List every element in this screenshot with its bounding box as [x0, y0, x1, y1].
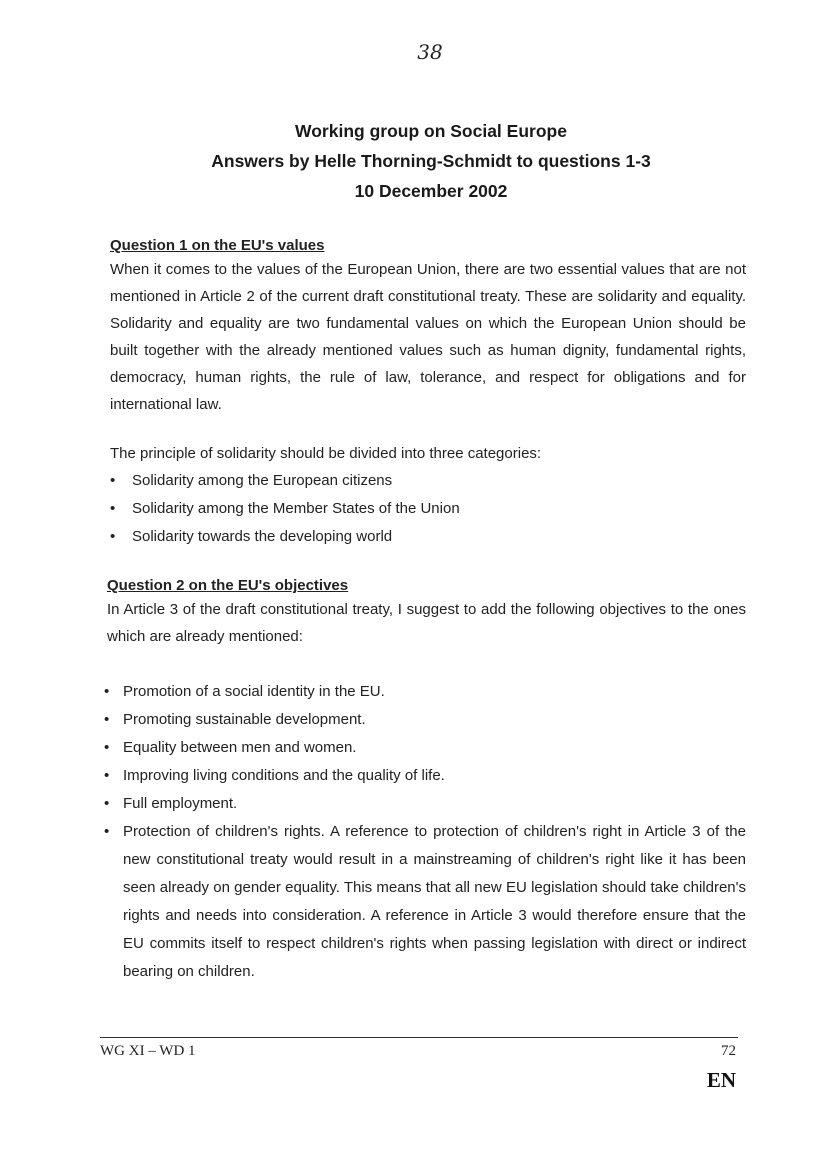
title-line-2: Answers by Helle Thorning-Schmidt to questions 1-3: [211, 151, 651, 171]
question-1-paragraph: When it comes to the values of the European Union, there are two essential values that are not mentioned in Article 2 of the current draft constitutional treaty. These are solidarity and equality. Solidarity and equality are two fundamental values on which the European Union should be built together with the already mentioned values such as human dignity, fundamental rights, democracy, human rights, the rule of law, tolerance, and respect for obligations and for international law.: [110, 261, 746, 413]
list-item: • Solidarity towards the developing world: [110, 523, 746, 551]
list-item: • Full employment.: [104, 790, 746, 818]
solidarity-list: [110, 467, 746, 551]
list-item: • Solidarity among the European citizens: [110, 467, 746, 495]
handwritten-page-number: 38: [417, 40, 443, 64]
document-title: [0, 116, 832, 206]
document-body: [107, 236, 746, 986]
list-item: • Equality between men and women.: [104, 734, 746, 762]
list-item: • Promotion of a social identity in the EU.: [104, 678, 746, 706]
footer-divider: [100, 1037, 738, 1038]
list-item: • Improving living conditions and the quality of life.: [104, 762, 746, 790]
title-line-3: 10 December 2002: [354, 181, 508, 201]
list-item: • Solidarity among the Member States of the Union: [110, 495, 746, 523]
list-item: • Protection of children's rights. A reference to protection of children's right in Article 3 of the new constitutional treaty would result in a mainstreaming of children's right like it has been seen already on gender equality. This means that all new EU legislation should take children's rights and needs into consideration. A reference in Article 3 would therefore ensure that the EU commits itself to respect children's rights when passing legislation with direct or indirect bearing on children.: [104, 818, 746, 986]
footer-page-number: 72: [721, 1043, 736, 1059]
question-2-heading: Question 2 on the EU's objectives: [107, 577, 349, 594]
solidarity-intro: The principle of solidarity should be divided into three categories:: [110, 445, 542, 462]
question-1-heading: Question 1 on the EU's values: [110, 237, 325, 254]
document-reference: WG XI – WD 1: [100, 1043, 196, 1059]
list-item: • Promoting sustainable development.: [104, 706, 746, 734]
title-line-1: Working group on Social Europe: [295, 121, 567, 141]
language-code: EN: [706, 1068, 736, 1092]
question-2-paragraph: In Article 3 of the draft constitutional treaty, I suggest to add the following objectives to the ones which are already mentioned:: [107, 601, 746, 645]
objectives-list: [104, 678, 746, 986]
